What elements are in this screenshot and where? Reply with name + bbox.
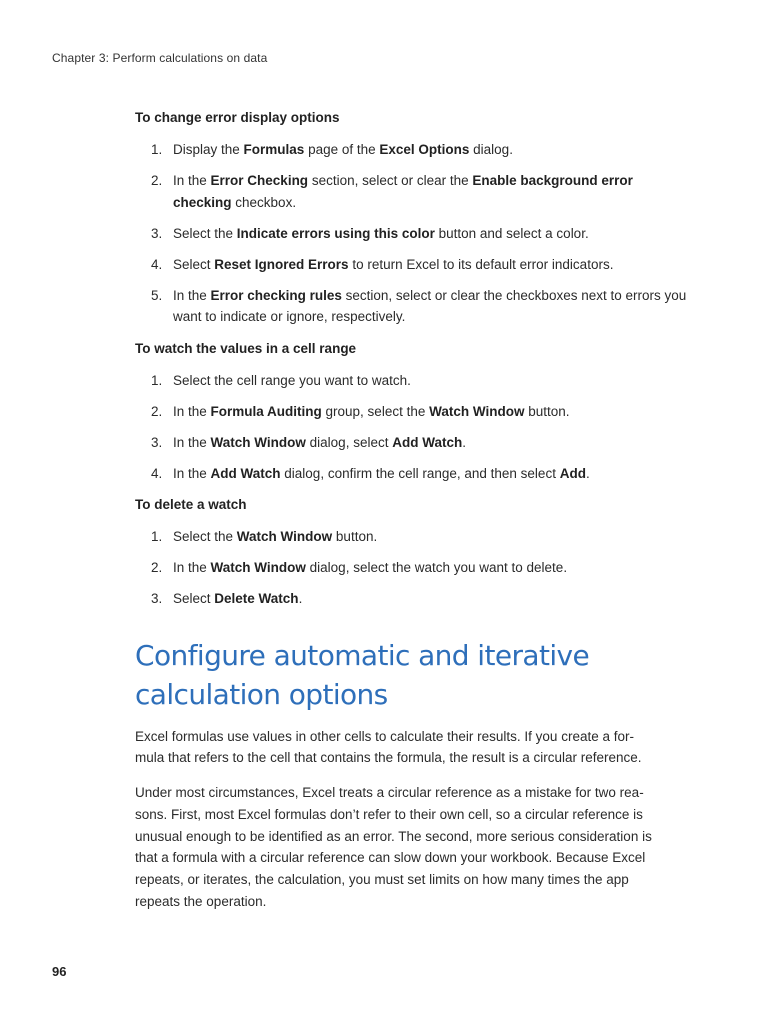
ui-term: Add	[559, 465, 586, 481]
section-heading: Configure automatic and iterative calculation options	[135, 638, 590, 711]
steps-list	[135, 526, 695, 610]
step-text: Select Reset Ignored Errors to return Excel to its default error indicators.	[173, 256, 614, 272]
procedure	[135, 108, 695, 328]
step-text: Select the cell range you want to watch.	[173, 372, 411, 388]
step-text: In the Formula Auditing group, select the Watch Window button.	[173, 403, 570, 419]
step-number: 2.	[151, 173, 163, 188]
step-item	[135, 401, 695, 423]
step-number: 3.	[151, 434, 163, 450]
step-number: 2.	[151, 403, 163, 419]
step-item	[135, 254, 695, 276]
ui-term: Add Watch	[392, 434, 463, 450]
step-number: 1.	[151, 529, 163, 544]
ui-term: Reset Ignored Errors	[214, 256, 349, 272]
ui-term: Indicate errors using this color	[236, 225, 435, 241]
page-number: 96	[52, 964, 67, 979]
step-number: 5.	[151, 287, 163, 303]
procedure-title: To change error display options	[135, 110, 340, 125]
step-text: In the Error checking rules section, select or clear the checkboxes next to errors you want to indicate or ignore, respectively.	[173, 287, 687, 324]
steps-list	[135, 370, 695, 485]
procedure	[135, 495, 695, 610]
ui-term: Add Watch	[210, 465, 281, 481]
ui-term: Enable background error checking	[173, 173, 633, 210]
step-number: 1.	[151, 142, 163, 157]
step-number: 3.	[151, 591, 163, 606]
body-paragraph: Excel formulas use values in other cells to calculate their results. If you create a formula that refers to the cell that contains the formula, the result is a circular reference.	[135, 728, 642, 766]
ui-term: Watch Window	[429, 403, 525, 419]
body-paragraph: Under most circumstances, Excel treats a circular reference as a mistake for two reasons. First, most Excel formulas don’t refer to their own cell, so a circular reference is unusual enough to be identified as an error. The second, more serious consideration is that a formula with a circular reference can slow down your workbook. Because Excel repeats, or iterates, the calculation, you must set limits on how many times the app repeats the operation.	[135, 785, 652, 910]
step-item	[135, 463, 695, 485]
step-text: In the Watch Window dialog, select Add Watch.	[173, 434, 466, 450]
running-head: Chapter 3: Perform calculations on data	[52, 51, 268, 65]
step-text: Select the Indicate errors using this color button and select a color.	[173, 225, 589, 241]
step-text: In the Error Checking section, select or clear the Enable background error checking checkbox.	[173, 173, 633, 210]
step-number: 1.	[151, 372, 163, 388]
page-content	[135, 108, 695, 926]
step-item	[135, 588, 695, 610]
step-item	[135, 139, 695, 161]
step-item	[135, 432, 695, 454]
step-text: Display the Formulas page of the Excel Options dialog.	[173, 142, 513, 157]
procedure	[135, 339, 695, 485]
step-item	[135, 223, 695, 245]
step-text: Select the Watch Window button.	[173, 529, 378, 544]
step-item	[135, 370, 695, 392]
step-number: 4.	[151, 256, 163, 272]
step-number: 4.	[151, 465, 163, 481]
procedure-title: To delete a watch	[135, 497, 247, 512]
ui-term: Excel Options	[379, 142, 470, 157]
step-text: In the Watch Window dialog, select the watch you want to delete.	[173, 560, 568, 575]
ui-term: Error checking rules	[210, 287, 342, 303]
step-item	[135, 526, 695, 548]
ui-term: Error Checking	[210, 173, 309, 188]
step-item	[135, 170, 695, 213]
step-text: Select Delete Watch.	[173, 591, 303, 606]
ui-term: Watch Window	[210, 560, 306, 575]
step-text: In the Add Watch dialog, confirm the cell range, and then select Add.	[173, 465, 590, 481]
step-number: 3.	[151, 225, 163, 241]
procedure-title: To watch the values in a cell range	[135, 340, 357, 356]
ui-term: Watch Window	[236, 529, 333, 544]
ui-term: Watch Window	[210, 434, 306, 450]
steps-list	[135, 139, 695, 328]
ui-term: Formula Auditing	[210, 403, 322, 419]
ui-term: Formulas	[243, 142, 305, 157]
step-item	[135, 285, 695, 328]
step-item	[135, 557, 695, 579]
ui-term: Delete Watch	[214, 591, 299, 606]
step-number: 2.	[151, 560, 163, 575]
